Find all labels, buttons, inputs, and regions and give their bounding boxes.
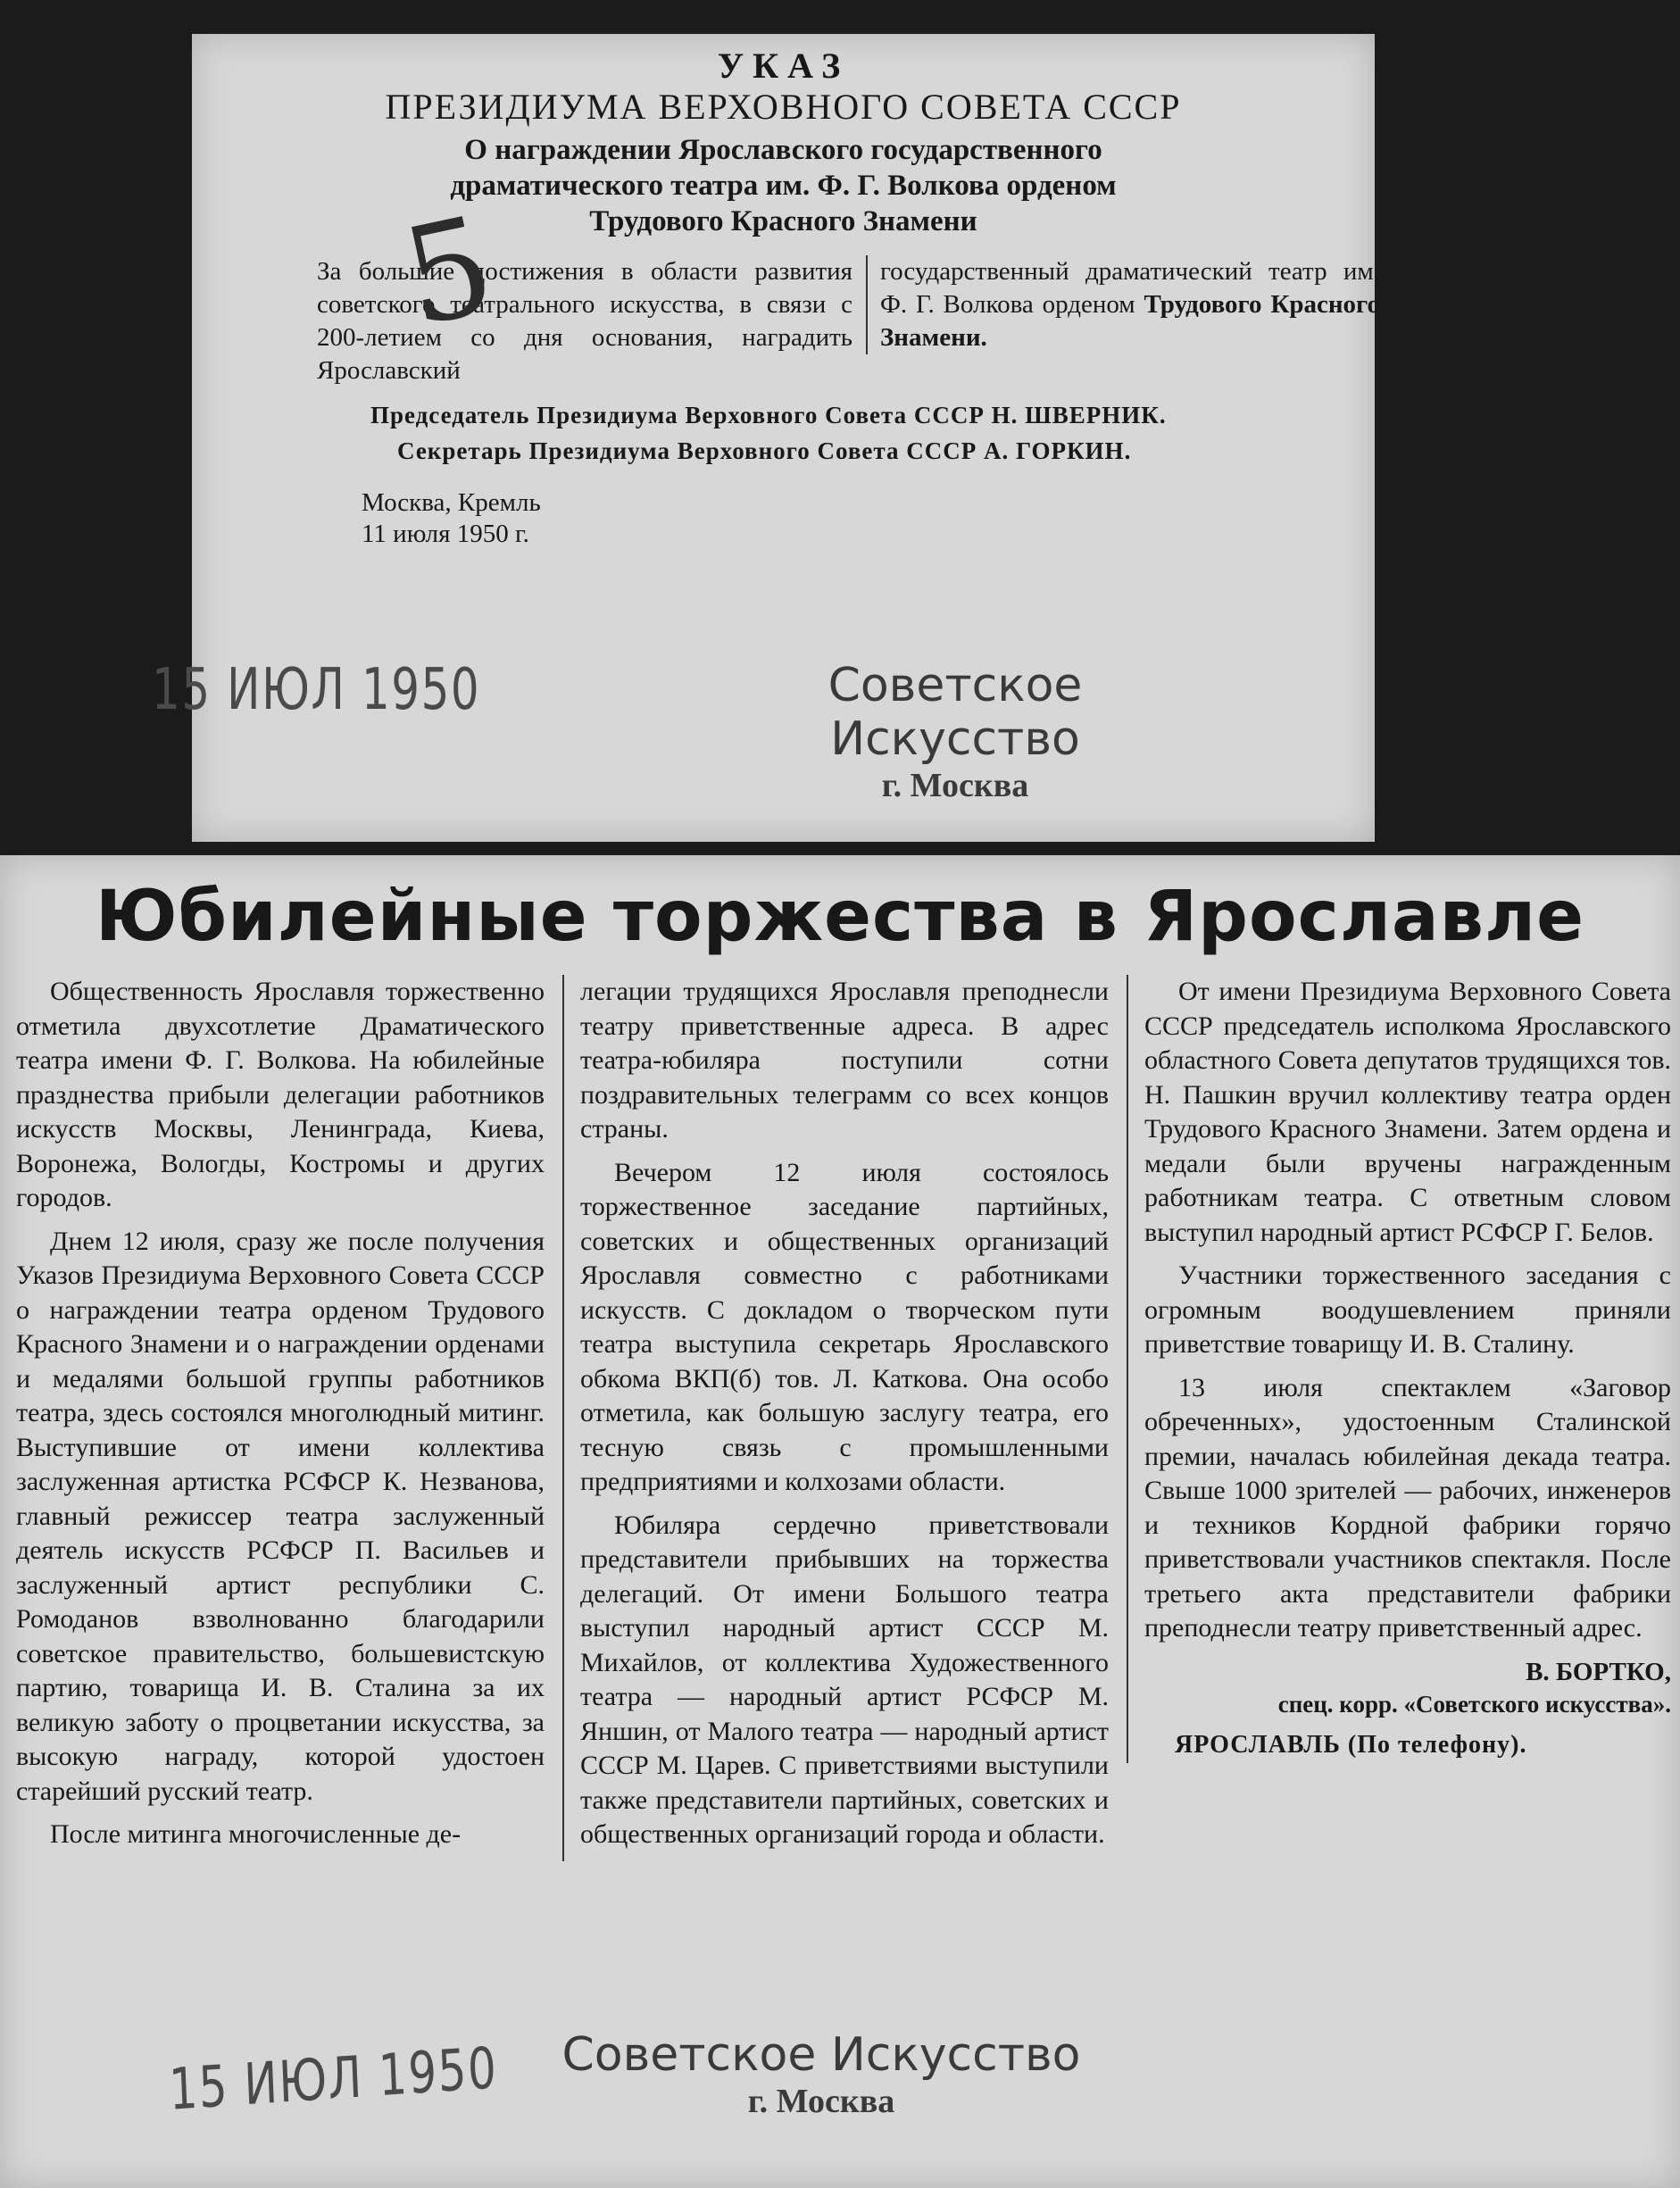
paragraph: После митинга многочисленные де- <box>50 1819 462 1849</box>
decree-body-right-text: государственный драматический театр им. Ф. Г. Волкова орденом <box>880 257 1380 319</box>
article-column-2 <box>562 975 1109 1861</box>
newspaper-stamp-name: Советское Искусство <box>828 659 1083 766</box>
date-stamp-top: 15 ИЮЛ 1950 <box>152 657 481 723</box>
article-author: В. БОРТКО, <box>1526 1657 1671 1686</box>
paragraph: легации трудящихся Ярославля преподнесли театру приветственные адреса. В адрес театра-юбиляра поступили сотни поздравительных телеграмм со всех концов страны. <box>580 977 1109 1144</box>
newspaper-stamp-name: Советское Искусство <box>561 2028 1081 2082</box>
paragraph: Участники торжественного заседания с огромным воодушевлением приняли приветствие товарищу И. В. Сталину. <box>1144 1260 1671 1359</box>
decree-subject-line: Трудового Красного Знамени <box>589 205 977 237</box>
article-author-role: спец. корр. «Советского искусства». <box>1277 1691 1671 1718</box>
paragraph: Общественность Ярославля торжественно отметила двухсотлетие Драматического театра имени Ф. Г. Волкова. На юбилейные празднества прибыли делегации работников искусств Москвы, Ленинграда, Киева, Воронежа, Вологды, Костромы и других городов. <box>16 977 545 1212</box>
decree-place: Москва, Кремль <box>362 488 541 517</box>
newspaper-stamp-city: г. Москва <box>881 767 1029 804</box>
handwritten-mark: 5 <box>390 187 507 358</box>
newspaper-stamp-bottom <box>527 2028 1116 2121</box>
decree-order-name: Трудового Красного Знамени. <box>880 290 1381 352</box>
article-dateline: ЯРОСЛАВЛЬ (По телефону). <box>1175 1731 1527 1759</box>
newspaper-stamp-city: г. Москва <box>747 2083 895 2120</box>
paragraph: Днем 12 июля, сразу же после получения Указов Президиума Верховного Совета СССР о награждении театра орденом Трудового Красного Знамени и о награждении орденами и медалями большой группы работников театра, здесь состоялся многолюдный митинг. Выступившие от имени коллектива заслуженная артистка РСФСР К. Незванова, главный режиссер театра заслуженный деятель искусств РСФСР П. Васильев и заслуженный артист республики С. Ромоданов взволнованно благодарили советское правительство, большевистскую партию, товарища И. В. Сталина за их великую заботу о процветании искусства, за высокую награду, которой удостоен старейший русский театр. <box>16 1226 545 1806</box>
date-stamp-bottom: 15 ИЮЛ 1950 <box>168 2035 499 2124</box>
paragraph: Вечером 12 июля состоялось торжественное заседание партийных, советских и общественных организаций Ярославля совместно с работниками искусств. С докладом о творческом пути театра выступила секретарь Ярославского обкома ВКП(б) тов. Л. Каткова. Она особо отметила, как большую заслугу театра, его тесную связь с промышленными предприятиями и колхозами области. <box>580 1157 1109 1496</box>
paragraph: Юбиляра сердечно приветствовали представители прибывших на торжества делегаций. От имени Большого театра выступил народный артист СССР М. Михайлов, от коллектива Художественного театра — народный артист РСФСР М. Яншин, от Малого театра — народный артист СССР М. Царев. С приветствиями выступили также представители партийных, советских и общественных организаций города и области. <box>580 1510 1109 1849</box>
decree-issuer: ПРЕЗИДИУМА ВЕРХОВНОГО СОВЕТА СССР <box>385 87 1182 127</box>
article-headline: Юбилейные торжества в Ярославле <box>96 877 1584 957</box>
article-column-3 <box>1127 975 1671 1763</box>
decree-subject-line: О награждении Ярославского государственного <box>464 134 1102 166</box>
newspaper-stamp-top <box>705 659 1205 805</box>
decree-body-right <box>866 255 1380 354</box>
paragraph: 13 июля спектаклем «Заговор обреченных», удостоенным Сталинской премии, началась юбилейная декада театра. Свыше 1000 зрителей — рабочих, инженеров и техников Кордной фабрики горячо приветствовали участников спектакля. После третьего акта представители фабрики преподнесли театру приветственный адрес. <box>1144 1372 1671 1643</box>
decree-title: УКАЗ <box>717 46 850 86</box>
paragraph: От имени Президиума Верховного Совета СССР председатель исполкома Ярославского областного Совета депутатов трудящихся тов. Н. Пашкин вручил коллективу театра орден Трудового Красного Знамени. Затем ордена и медали были вручены награжденным работникам театра. С ответным словом выступил народный артист РСФСР Г. Белов. <box>1144 977 1671 1247</box>
decree-body-left: За большие достижения в области развития советского театрального искусства, в связи с 200-летием со дня основания, наградить Ярославский <box>317 257 852 385</box>
decree-subject <box>192 132 1375 239</box>
decree-date: 11 июля 1950 г. <box>362 520 529 548</box>
decree-place-date <box>362 487 541 550</box>
decree-subject-line: драматического театра им. Ф. Г. Волкова орденом <box>450 170 1117 202</box>
article-column-1 <box>16 975 545 1861</box>
signature-chairman: Председатель Президиума Верховного Совета СССР Н. ШВЕРНИК. <box>370 402 1167 428</box>
signature-secretary: Секретарь Президиума Верховного Совета СССР А. ГОРКИН. <box>397 437 1132 464</box>
